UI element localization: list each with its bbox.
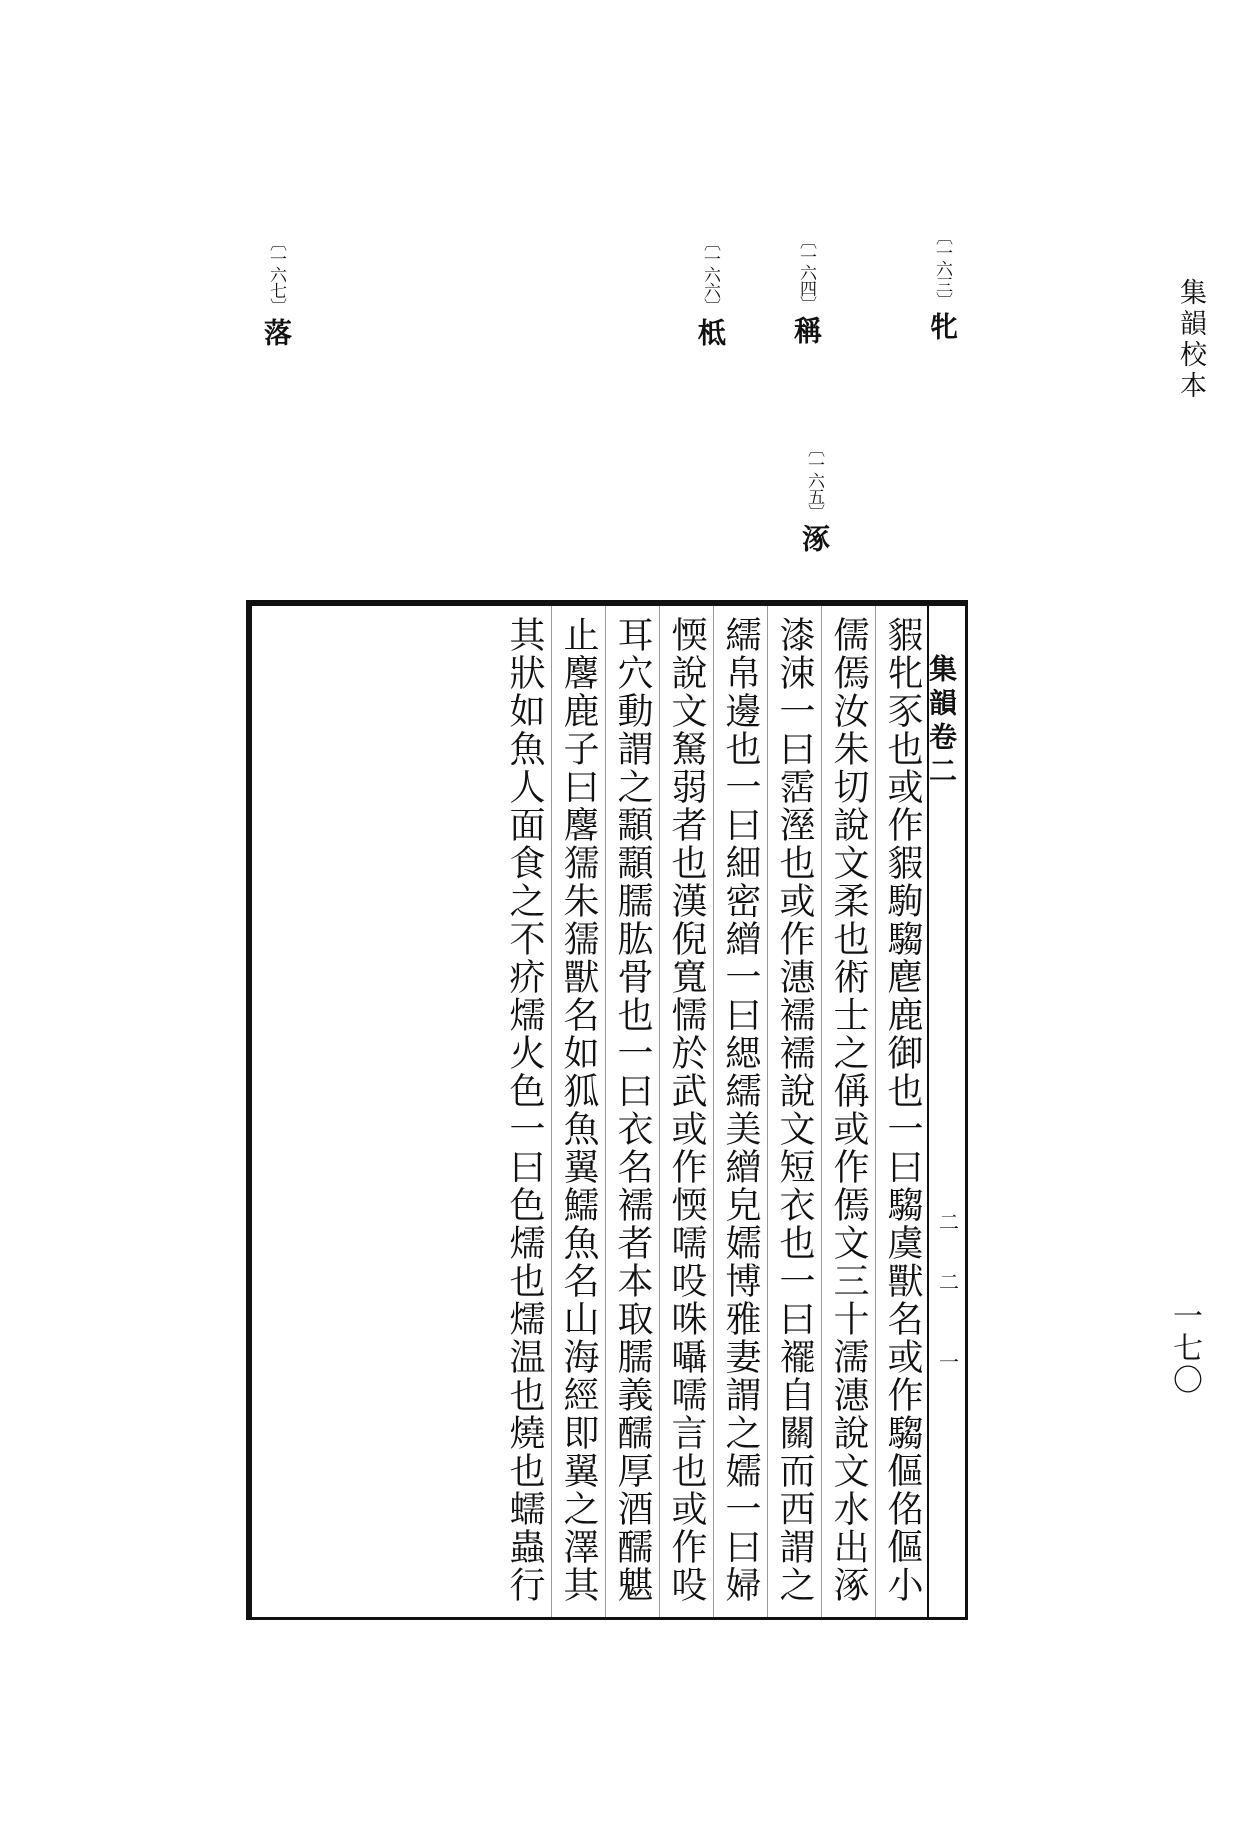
woodblock-page-frame [246, 600, 968, 1620]
note-headword: 落 [260, 318, 293, 346]
text-columns [252, 606, 929, 1617]
note-number: 〔一六五〕 [804, 440, 824, 520]
note-number: 〔一六三〕 [932, 228, 952, 308]
gutter-mark: 二 [939, 1270, 959, 1294]
note-headword: 涿 [798, 524, 831, 552]
gutter-title: 集韻卷二 [925, 654, 958, 790]
note-166 [690, 234, 730, 346]
block-gutter [927, 606, 965, 1617]
note-165 [794, 440, 834, 552]
text-column: 貑牝豕也或作貑駒騶麀鹿御也一曰騶虞獸名或作騶傴佲傴小 [875, 606, 929, 1617]
text-column: 儒傿汝朱切說文柔也術士之偁或作傿文三十濡潓說文水出涿 [821, 606, 875, 1617]
note-headword: 稱 [790, 316, 823, 344]
note-number: 〔一六四〕 [796, 232, 816, 312]
running-title: 集韻校本 [1175, 278, 1206, 402]
gutter-mark: 一 [939, 1350, 959, 1374]
note-167 [256, 234, 296, 346]
text-column: 愞說文駑弱者也漢倪寬懦於武或作愞嚅吺咮囁嚅言也或作吺 [659, 606, 713, 1617]
note-164 [786, 232, 826, 344]
text-column: 漆涑一曰霑溼也或作潓襦襦說文短衣也一曰襬自關而西謂之 [767, 606, 821, 1617]
note-number: 〔一六七〕 [266, 234, 286, 314]
note-163 [922, 228, 962, 340]
gutter-mark: 二 [939, 1210, 959, 1234]
note-number: 〔一六六〕 [700, 234, 720, 314]
text-column: 耳穴動謂之顬顬臑肱骨也一曰衣名襦者本取臑義醹厚酒醹魌 [605, 606, 659, 1617]
text-column: 止麐鹿子曰麐獳朱獳獸名如狐魚翼鱬魚名山海經即翼之澤其 [551, 606, 605, 1617]
note-headword: 柢 [694, 318, 727, 346]
note-headword: 牝 [926, 312, 959, 340]
text-column: 繻帛邊也一曰細密繒一曰緦繻美繒皃嬬博雅妻謂之嬬一曰婦 [713, 606, 767, 1617]
page-number: 一七〇 [1167, 1300, 1202, 1396]
text-column: 其狀如魚人面食之不疥燸火色一曰色燸也燸温也燒也蠕蟲行 [504, 616, 545, 1604]
